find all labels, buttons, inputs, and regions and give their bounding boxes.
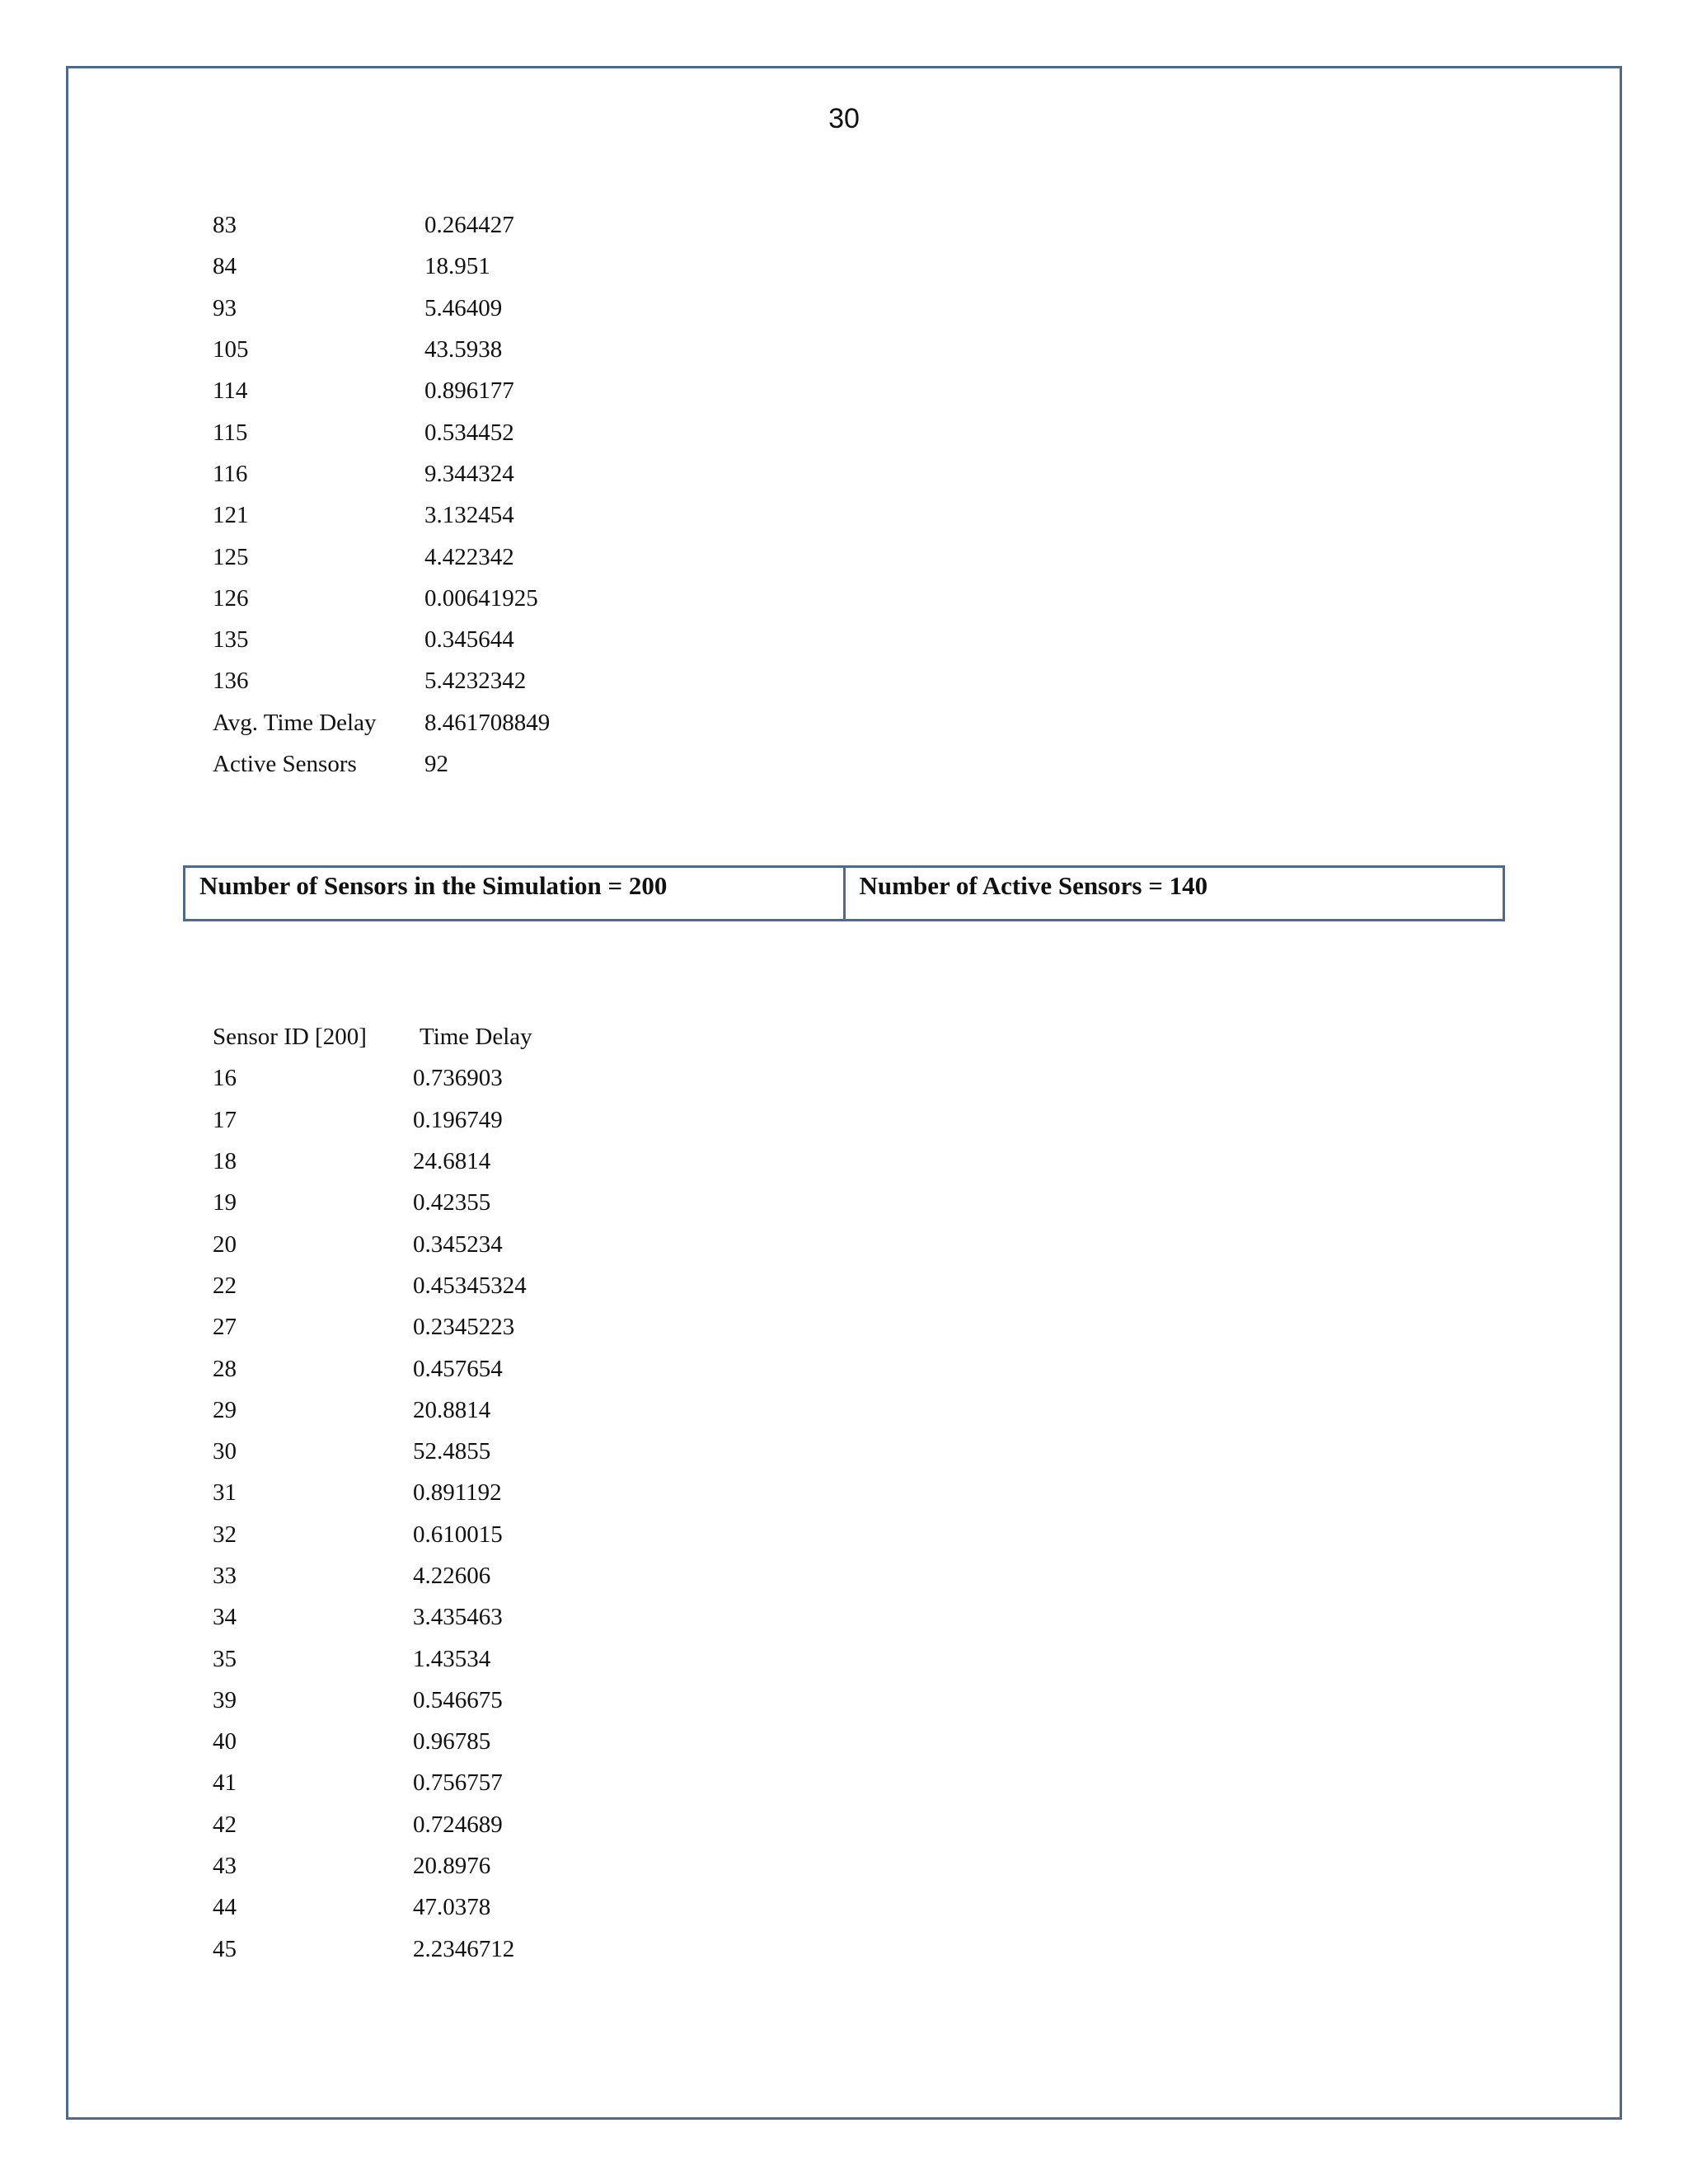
time-delay-cell: 0.546675 bbox=[413, 1686, 503, 1713]
table-row bbox=[213, 1555, 532, 1596]
time-delay-cell: 2.2346712 bbox=[413, 1935, 515, 1962]
time-delay-cell: 0.42355 bbox=[413, 1189, 491, 1216]
active-sensors-label: Number of Active Sensors = 140 bbox=[843, 868, 1503, 919]
sensor-id-cell: 126 bbox=[213, 584, 249, 612]
time-delay-cell: 0.96785 bbox=[413, 1728, 491, 1755]
table-row bbox=[213, 1182, 532, 1223]
sensor-id-cell: 34 bbox=[213, 1604, 237, 1631]
sensor-id-cell: 115 bbox=[213, 419, 248, 446]
table-row bbox=[213, 370, 550, 411]
table-body bbox=[213, 204, 550, 785]
time-delay-cell: 20.8814 bbox=[413, 1396, 491, 1423]
sensor-id-cell: 18 bbox=[213, 1148, 237, 1175]
time-delay-cell: 0.756757 bbox=[413, 1769, 503, 1797]
time-delay-cell: 1.43534 bbox=[413, 1645, 491, 1672]
sensors-in-simulation-label: Number of Sensors in the Simulation = 200 bbox=[199, 871, 668, 900]
table-row bbox=[213, 1141, 532, 1182]
table-row bbox=[213, 1390, 532, 1431]
time-delay-cell: 0.534452 bbox=[424, 419, 514, 446]
time-delay-cell: 5.4232342 bbox=[424, 668, 527, 695]
sensor-id-cell: 41 bbox=[213, 1769, 237, 1797]
time-delay-cell: 4.422342 bbox=[424, 543, 514, 570]
table-row bbox=[213, 494, 550, 536]
sensor-id-cell: 84 bbox=[213, 253, 237, 280]
table-row bbox=[213, 743, 550, 785]
table-row bbox=[213, 1845, 532, 1886]
time-delay-cell: 5.46409 bbox=[424, 294, 503, 321]
table-row bbox=[213, 1680, 532, 1721]
sensor-id-cell: 32 bbox=[213, 1521, 237, 1548]
table-row bbox=[213, 1223, 532, 1264]
sensor-id-cell: 44 bbox=[213, 1894, 237, 1921]
time-delay-cell: 0.345234 bbox=[413, 1230, 503, 1258]
header-sensor-id: Sensor ID [200] bbox=[213, 1024, 367, 1051]
table-row bbox=[213, 1596, 532, 1638]
table-row bbox=[213, 536, 550, 577]
table-row bbox=[213, 411, 550, 452]
sensor-id-cell: 19 bbox=[213, 1189, 237, 1216]
sensor-id-cell: 121 bbox=[213, 502, 249, 529]
time-delay-cell: 0.196749 bbox=[413, 1106, 503, 1133]
sensor-id-cell: 93 bbox=[213, 294, 237, 321]
table-row bbox=[213, 1762, 532, 1803]
sensor-id-cell: 83 bbox=[213, 212, 237, 239]
sensor-id-cell: 30 bbox=[213, 1438, 237, 1465]
table-row bbox=[213, 1306, 532, 1347]
table-row bbox=[213, 660, 550, 701]
sensor-id-cell: 43 bbox=[213, 1853, 237, 1880]
sensor-id-cell: 33 bbox=[213, 1563, 237, 1589]
sensor-delay-table-200 bbox=[213, 1016, 532, 1970]
sensor-id-cell: 27 bbox=[213, 1314, 237, 1341]
table-row bbox=[213, 1514, 532, 1555]
sensor-id-cell: Active Sensors bbox=[213, 751, 357, 777]
table-header bbox=[213, 1016, 532, 1057]
time-delay-cell: 0.896177 bbox=[424, 377, 514, 405]
sensor-id-cell: 116 bbox=[213, 460, 248, 487]
time-delay-cell: 4.22606 bbox=[413, 1563, 491, 1589]
sensor-id-cell: 45 bbox=[213, 1935, 237, 1962]
time-delay-cell: 3.435463 bbox=[413, 1604, 503, 1631]
table-row bbox=[213, 578, 550, 619]
table-row bbox=[213, 702, 550, 743]
sensor-id-cell: 22 bbox=[213, 1272, 237, 1299]
sensor-id-cell: 42 bbox=[213, 1811, 237, 1838]
table-body bbox=[213, 1057, 532, 1970]
page-number: 30 bbox=[828, 103, 860, 134]
time-delay-cell: 92 bbox=[424, 751, 448, 777]
sensor-id-cell: 136 bbox=[213, 668, 249, 695]
sensor-id-cell: 16 bbox=[213, 1065, 237, 1092]
simulation-summary-box bbox=[183, 865, 1505, 921]
time-delay-cell: 0.610015 bbox=[413, 1521, 503, 1548]
sensor-id-cell: 114 bbox=[213, 377, 248, 405]
time-delay-cell: 24.6814 bbox=[413, 1148, 491, 1175]
table-row bbox=[213, 329, 550, 370]
time-delay-cell: 3.132454 bbox=[424, 502, 514, 529]
table-row bbox=[213, 453, 550, 494]
sensor-id-cell: 31 bbox=[213, 1479, 237, 1507]
header-row bbox=[213, 1016, 532, 1057]
table-row bbox=[213, 288, 550, 329]
sensor-id-cell: 135 bbox=[213, 626, 249, 654]
time-delay-cell: 52.4855 bbox=[413, 1438, 491, 1465]
table-row bbox=[213, 1347, 532, 1389]
time-delay-cell: 9.344324 bbox=[424, 460, 514, 487]
table-row bbox=[213, 1804, 532, 1845]
time-delay-cell: 47.0378 bbox=[413, 1894, 491, 1921]
sensor-id-cell: 17 bbox=[213, 1106, 237, 1133]
sensor-id-cell: 35 bbox=[213, 1645, 237, 1672]
sensor-id-cell: 125 bbox=[213, 543, 249, 570]
table-row bbox=[213, 1265, 532, 1306]
table-row bbox=[213, 1638, 532, 1679]
table-row bbox=[213, 1099, 532, 1141]
time-delay-cell: 18.951 bbox=[424, 253, 490, 280]
sensor-id-cell: 105 bbox=[213, 336, 249, 363]
sensor-id-cell: 40 bbox=[213, 1728, 237, 1755]
table-row bbox=[213, 619, 550, 660]
table-row bbox=[213, 1721, 532, 1762]
time-delay-cell: 0.457654 bbox=[413, 1355, 503, 1382]
time-delay-cell: 43.5938 bbox=[424, 336, 503, 363]
sensor-id-cell: 39 bbox=[213, 1686, 237, 1713]
time-delay-cell: 0.00641925 bbox=[424, 584, 538, 612]
sensor-id-cell: 20 bbox=[213, 1230, 237, 1258]
time-delay-cell: 0.891192 bbox=[413, 1479, 502, 1507]
table-row bbox=[213, 246, 550, 287]
sensor-id-cell: Avg. Time Delay bbox=[213, 709, 377, 736]
time-delay-cell: 0.45345324 bbox=[413, 1272, 527, 1299]
table-row bbox=[213, 1057, 532, 1099]
time-delay-cell: 8.461708849 bbox=[424, 709, 551, 736]
time-delay-cell: 0.264427 bbox=[424, 212, 514, 239]
table-row bbox=[213, 1929, 532, 1970]
table-row bbox=[213, 1431, 532, 1472]
time-delay-cell: 0.736903 bbox=[413, 1065, 503, 1092]
time-delay-cell: 0.2345223 bbox=[413, 1314, 515, 1341]
sensor-delay-table-continued bbox=[213, 204, 550, 785]
sensor-id-cell: 29 bbox=[213, 1396, 237, 1423]
sensor-id-cell: 28 bbox=[213, 1355, 237, 1382]
time-delay-cell: 20.8976 bbox=[413, 1853, 491, 1880]
table-row bbox=[213, 1472, 532, 1513]
time-delay-cell: 0.724689 bbox=[413, 1811, 503, 1838]
table-row bbox=[213, 1886, 532, 1928]
time-delay-cell: 0.345644 bbox=[424, 626, 514, 654]
table-row bbox=[213, 204, 550, 246]
header-time-delay: Time Delay bbox=[420, 1024, 532, 1051]
